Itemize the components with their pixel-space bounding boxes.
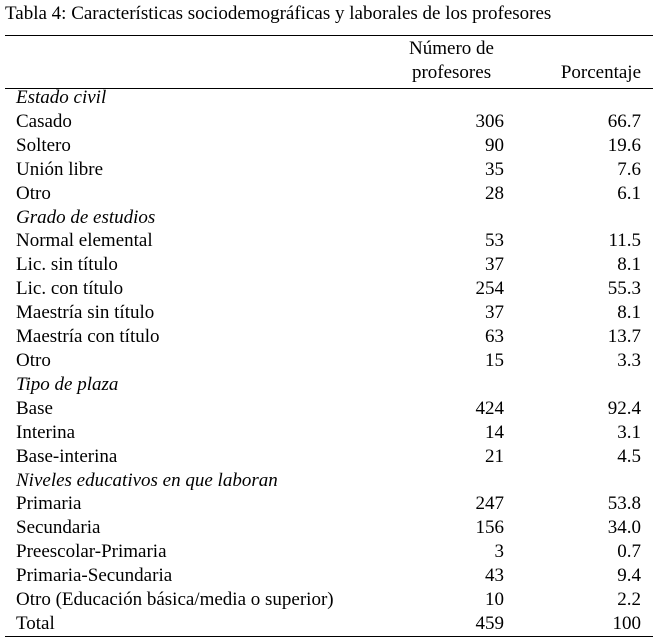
count-cell: 10 <box>485 589 504 611</box>
percent-cell: 13.7 <box>607 326 641 348</box>
percent-cell: 92.4 <box>607 397 641 419</box>
count-cell: 459 <box>475 612 504 634</box>
section-row <box>5 86 653 110</box>
section-label: Grado de estudios <box>16 206 156 228</box>
table-row <box>5 564 653 588</box>
percent-cell <box>504 206 653 230</box>
table-row <box>5 229 653 253</box>
count-cell: 14 <box>485 421 504 443</box>
count-cell: 21 <box>485 445 504 467</box>
percent-cell <box>504 86 653 110</box>
table-body <box>5 86 653 636</box>
count-cell: 15 <box>485 349 504 371</box>
percent-cell <box>504 469 653 493</box>
header-count <box>409 37 494 85</box>
table-row <box>5 540 653 564</box>
percent-cell: 7.6 <box>617 158 641 180</box>
row-label: Preescolar-Primaria <box>16 541 167 563</box>
percent-cell: 53.8 <box>607 493 641 515</box>
percent-cell: 34.0 <box>607 517 641 539</box>
row-label: Otro <box>16 182 51 204</box>
percent-cell: 4.5 <box>617 445 641 467</box>
row-label: Total <box>16 612 55 634</box>
top-rule <box>5 35 653 36</box>
count-cell: 424 <box>475 397 504 419</box>
row-label: Base-interina <box>16 445 118 467</box>
row-label: Lic. sin título <box>16 254 118 276</box>
percent-cell: 55.3 <box>607 278 641 300</box>
header-percent: Porcentaje <box>560 62 641 83</box>
section-label: Estado civil <box>16 87 107 108</box>
table-row <box>5 516 653 540</box>
row-label: Soltero <box>16 134 71 156</box>
count-cell: 247 <box>475 493 504 515</box>
percent-cell <box>504 373 653 397</box>
section-row <box>5 373 653 397</box>
percent-cell: 8.1 <box>617 302 641 324</box>
count-cell: 63 <box>485 326 504 348</box>
total-row <box>5 612 653 636</box>
count-cell: 3 <box>494 541 504 563</box>
row-label: Maestría sin título <box>16 302 155 324</box>
table-row <box>5 421 653 445</box>
table-row <box>5 445 653 469</box>
section-row <box>5 469 653 493</box>
section-label: Niveles educativos en que laboran <box>16 469 278 491</box>
percent-cell: 9.4 <box>617 565 641 587</box>
percent-cell: 19.6 <box>607 134 641 156</box>
header-count-line2: profesores <box>411 62 492 83</box>
percent-cell: 100 <box>612 612 641 634</box>
section-label: Tipo de plaza <box>16 373 119 395</box>
percent-cell: 6.1 <box>617 182 641 204</box>
count-cell <box>346 373 504 397</box>
count-cell: 306 <box>475 110 504 132</box>
row-label: Normal elemental <box>16 230 153 252</box>
table-row <box>5 110 653 134</box>
count-cell: 90 <box>485 134 504 156</box>
row-label: Base <box>16 397 53 419</box>
count-cell: 43 <box>485 565 504 587</box>
table-row <box>5 182 653 206</box>
table-row <box>5 277 653 301</box>
table-row <box>5 134 653 158</box>
table-row <box>5 492 653 516</box>
table-row <box>5 588 653 612</box>
bottom-rule <box>5 636 653 637</box>
row-label: Otro <box>16 349 51 371</box>
data-table <box>5 86 653 636</box>
percent-cell: 0.7 <box>617 541 641 563</box>
count-cell: 28 <box>485 182 504 204</box>
row-label: Lic. con título <box>16 278 124 300</box>
count-cell: 35 <box>485 158 504 180</box>
section-row <box>5 206 653 230</box>
table-row <box>5 325 653 349</box>
table-row <box>5 397 653 421</box>
percent-cell: 11.5 <box>608 230 641 252</box>
count-cell: 37 <box>485 302 504 324</box>
header-count-line1: Número de <box>409 38 494 59</box>
row-label: Maestría con título <box>16 326 160 348</box>
count-cell <box>346 86 504 110</box>
count-cell: 53 <box>485 230 504 252</box>
table-caption: Tabla 4: Características sociodemográficas y laborales de los profesores <box>5 3 552 24</box>
count-cell: 156 <box>475 517 504 539</box>
percent-cell: 8.1 <box>617 254 641 276</box>
table-row <box>5 253 653 277</box>
table-row <box>5 349 653 373</box>
table-row <box>5 158 653 182</box>
percent-cell: 3.3 <box>617 349 641 371</box>
row-label: Primaria <box>16 493 82 515</box>
percent-cell: 2.2 <box>617 589 641 611</box>
row-label: Interina <box>16 421 76 443</box>
row-label: Otro (Educación básica/media o superior) <box>16 589 334 611</box>
table-row <box>5 301 653 325</box>
count-cell: 37 <box>485 254 504 276</box>
row-label: Secundaria <box>16 517 101 539</box>
count-cell: 254 <box>475 278 504 300</box>
count-cell <box>346 206 504 230</box>
percent-cell: 3.1 <box>617 421 641 443</box>
percent-cell: 66.7 <box>607 110 641 132</box>
row-label: Unión libre <box>16 158 104 180</box>
row-label: Primaria-Secundaria <box>16 565 173 587</box>
count-cell <box>346 469 504 493</box>
row-label: Casado <box>16 110 72 132</box>
